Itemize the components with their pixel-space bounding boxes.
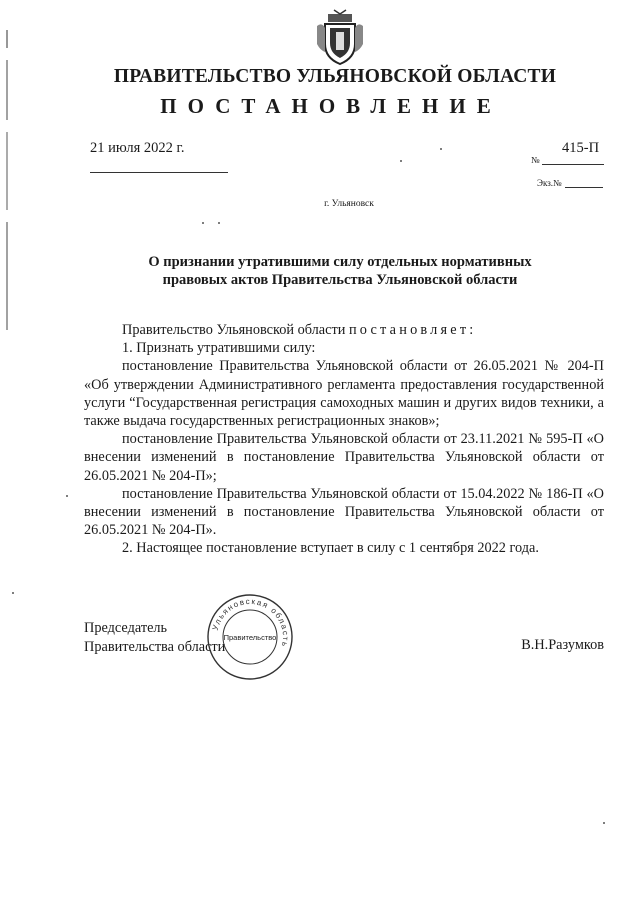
intro-prefix: Правительство Ульяновской области [122, 322, 346, 338]
number-underline [542, 164, 604, 165]
body-intro [84, 321, 604, 339]
document-subject [100, 253, 580, 289]
date-underline [90, 172, 228, 173]
scan-speck [66, 495, 68, 497]
number-sign-label: № [531, 155, 540, 165]
signatory-title-line-1: Председатель [84, 620, 168, 636]
document-body [84, 321, 604, 558]
scan-speck [202, 222, 204, 224]
signatory-name: В.Н.Разумков [521, 637, 604, 653]
seal-ring-text: Ульяновская область [210, 596, 291, 649]
copy-number-underline [565, 187, 603, 188]
document-date: 21 июля 2022 г. [90, 140, 185, 156]
scan-speck [400, 160, 402, 162]
body-clause-1: 1. Признать утратившими силу: [122, 340, 316, 357]
government-title: ПРАВИТЕЛЬСТВО УЛЬЯНОВСКОЙ ОБЛАСТИ [113, 66, 557, 87]
city-label: г. Ульяновск [324, 199, 374, 209]
document-number: 415-П [562, 140, 600, 156]
copy-number-label: Экз.№ [537, 178, 562, 188]
subject-line-1: О признании утратившими силу отдельных нормативных [148, 254, 532, 270]
signatory-title-line-2: Правительства области [84, 638, 226, 655]
scan-speck [603, 822, 605, 824]
intro-verb: постановляет: [348, 322, 477, 338]
body-item-3: постановление Правительства Ульяновской области от 15.04.2022 № 186-П «О внесении изменений в постановление Правительства Ульяновской области от 26.05.2021 № 204-П». [84, 485, 604, 539]
official-seal-stamp [205, 592, 295, 682]
body-item-1: постановление Правительства Ульяновской области от 26.05.2021 № 204-П «Об утверждении Административного регламента предоставления государственной услуги “Государственная регистрация самоходных машин и других видов техники, а также выдача государственных регистрационных знаков»; [84, 358, 604, 430]
seal-center-text: Правительство [223, 633, 277, 642]
body-clause-2: 2. Настоящее постановление вступает в силу с 1 сентября 2022 года. [122, 540, 539, 557]
body-item-2: постановление Правительства Ульяновской области от 23.11.2021 № 595-П «О внесении изменений в постановление Правительства Ульяновской области от 26.05.2021 № 204-П»; [84, 431, 604, 484]
scan-speck [218, 222, 220, 224]
scan-speck [12, 592, 14, 594]
coat-of-arms-emblem [314, 8, 366, 66]
subject-line-2: правовых актов Правительства Ульяновской области [162, 272, 518, 288]
document-type-heading: ПОСТАНОВЛЕНИЕ [160, 94, 502, 118]
scan-speck [440, 148, 442, 150]
